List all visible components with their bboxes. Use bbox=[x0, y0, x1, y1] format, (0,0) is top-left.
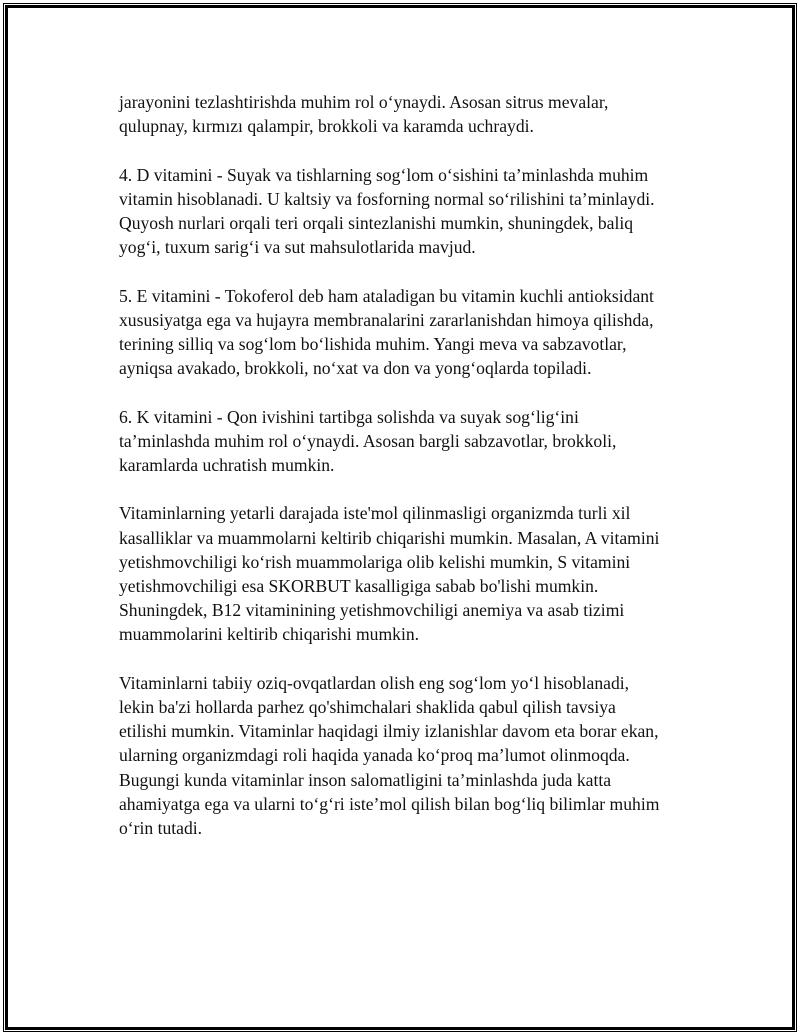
paragraph-conclusion: Vitaminlarni tabiiy oziq-ovqatlardan olish eng sogʻlom yoʻl hisoblanadi, lekin ba'zi hollarda parhez qo'shimchalari shaklida qabul qilish tavsiya etilishi mumkin. Vitaminlar haqidagi ilmiy izlanishlar davom eta borar ekan, ularning organizmdagi roli haqida yanada koʻproq maʼlumot olinmoqda. Bugungi kunda vitaminlar inson salomatligini taʼminlashda juda katta ahamiyatga ega va ularni toʻgʻri isteʼmol qilish bilan bogʻliq bilimlar muhim oʻrin tutadi. bbox=[119, 672, 660, 839]
paragraph-vitamin-k: 6. K vitamini - Qon ivishini tartibga solishda va suyak sogʻligʻini taʼminlashda muhim rol oʻynaydi. Asosan bargli sabzavotlar, brokkoli, karamlarda uchratish mumkin. bbox=[119, 406, 617, 475]
paragraph-vitamin-e: 5. E vitamini - Tokoferol deb ham ataladigan bu vitamin kuchli antioksidant xususiyatga ega va hujayra membranalarini zararlanishdan himoya qilishda, terining silliq va sogʻlom boʻlishida muhim. Yangi meva va sabzavotlar, ayniqsa avakado, brokkoli, noʻxat va don va yongʻoqlarda topiladi. bbox=[119, 285, 654, 379]
paragraph-deficiency: Vitaminlarning yetarli darajada iste'mol qilinmasligi organizmda turli xil kasalliklar va muammolarni keltirib chiqarishi mumkin. Masalan, A vitamini yetishmovchiligi koʻrish muammolariga olib kelishi mumkin, S vitamini yetishmovchiligi esa SKORBUT kasalligiga sabab bo'lishi mumkin. Shuningdek, B12 vitaminining yetishmovchiligi anemiya va asab tizimi muammolarini keltirib chiqarishi mumkin. bbox=[119, 503, 660, 645]
document-body bbox=[119, 90, 689, 864]
paragraph-vitamin-d: 4. D vitamini - Suyak va tishlarning sogʻlom oʻsishini taʼminlashda muhim vitamin hisoblanadi. U kaltsiy va fosforning normal soʻrilishini taʼminlaydi. Quyosh nurlari orqali teri orqali sintezlanishi mumkin, shuningdek, baliq yogʻi, tuxum sarigʻi va sut mahsulotlarida mavjud. bbox=[119, 164, 655, 258]
paragraph-vitamin-c-end: jarayonini tezlashtirishda muhim rol oʻynaydi. Asosan sitrus mevalar, qulupnay, kırmızı qalampir, brokkoli va karamda uchraydi. bbox=[119, 92, 609, 137]
